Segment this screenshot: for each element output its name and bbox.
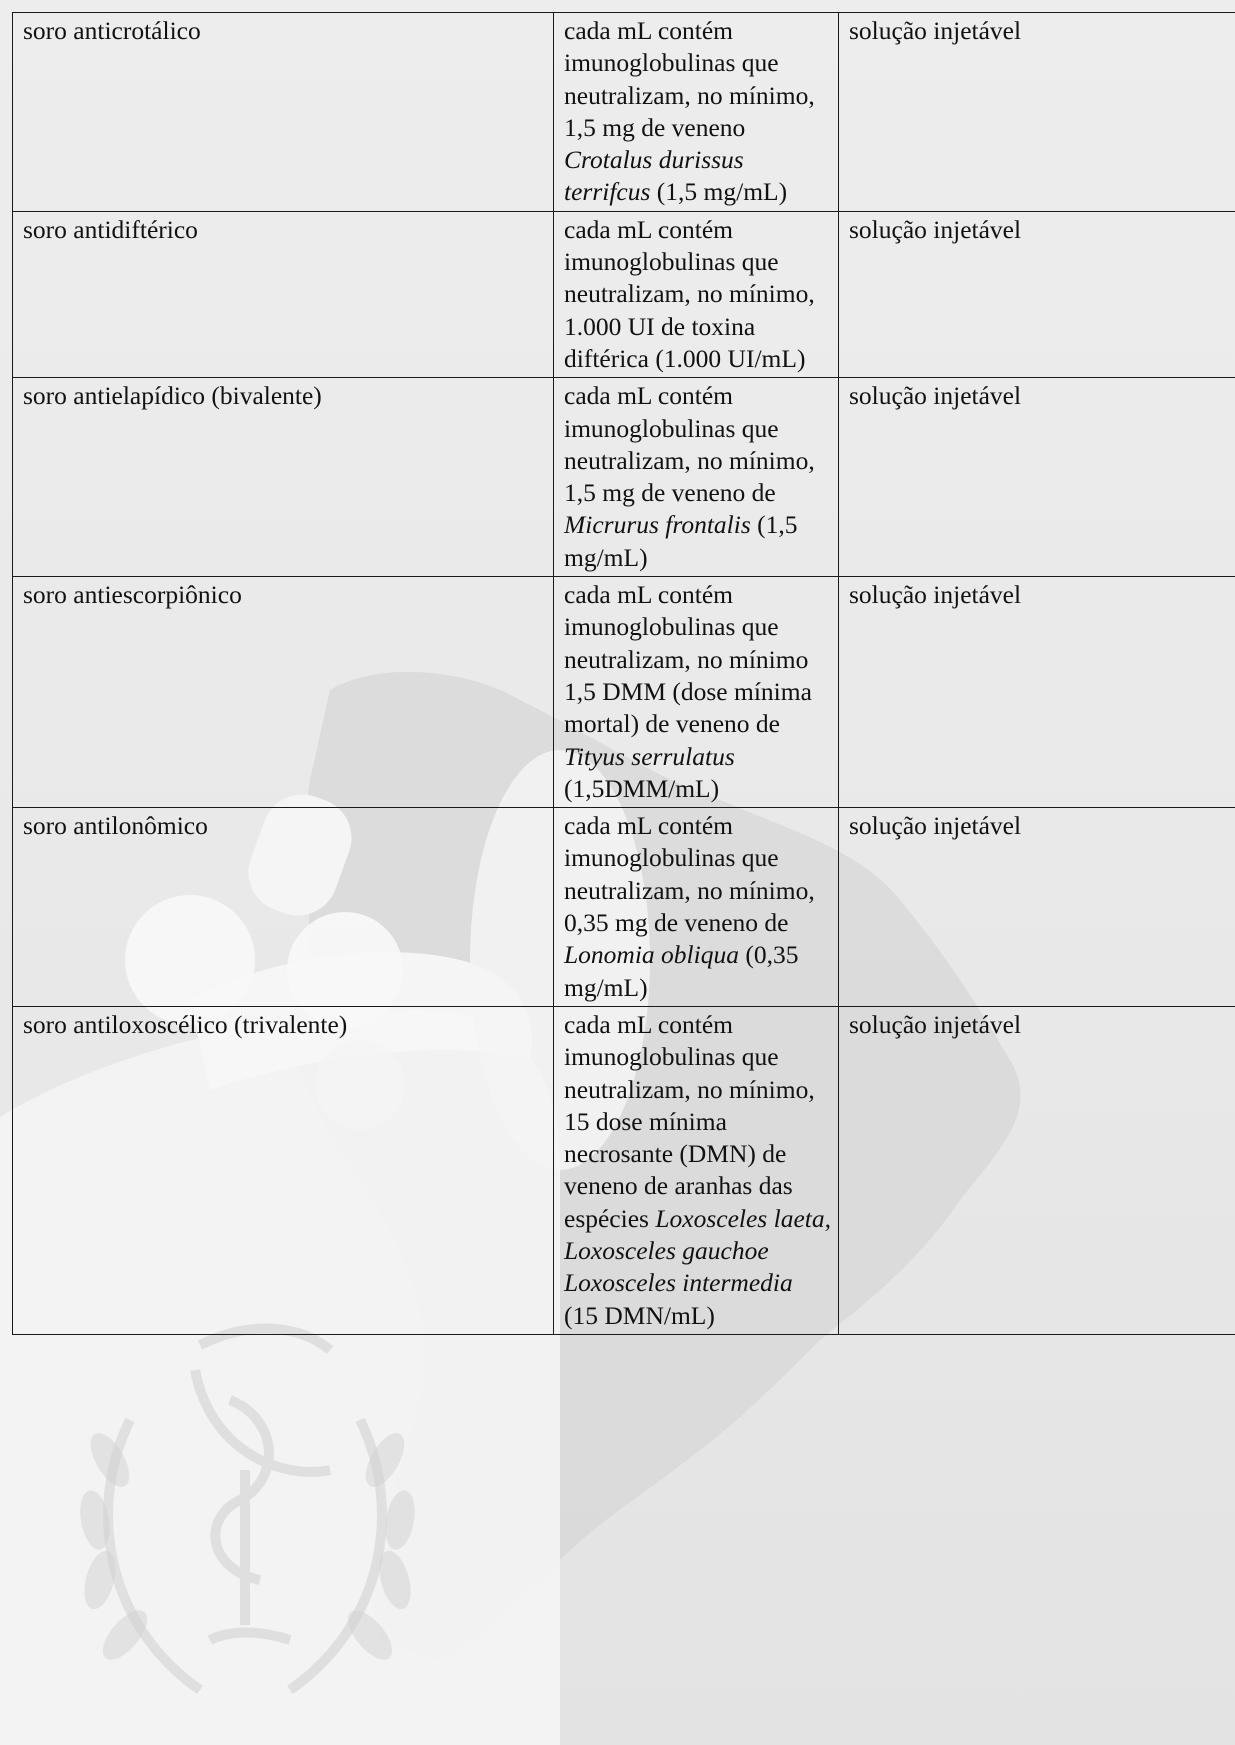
- name-cell: soro anticrotálico: [13, 13, 554, 212]
- concentration-segment: (1,5 mg/mL): [564, 510, 798, 572]
- concentration-text: [564, 810, 832, 1004]
- concentration-segment: cada mL contém imunoglobulinas que neutralizam, no mínimo, 0,35 mg de veneno de: [564, 811, 815, 938]
- table-row: [13, 577, 1235, 808]
- name-cell: soro antielapídico (bivalente): [13, 378, 554, 577]
- species-name: Lonomia obliqua: [564, 940, 739, 970]
- species-name: Tityus serrulatus: [564, 741, 735, 771]
- species-name: Micrurus frontalis: [564, 510, 751, 540]
- soro-table: [12, 12, 1235, 1335]
- form-cell: solução injetável: [839, 808, 1235, 1007]
- concentration-cell: [554, 1006, 839, 1334]
- table-row: [13, 13, 1235, 212]
- table-row: [13, 378, 1235, 577]
- concentration-cell: [554, 577, 839, 808]
- name-cell: soro antilonômico: [13, 808, 554, 1007]
- concentration-segment: cada mL contém imunoglobulinas que neutralizam, no mínimo 1,5 DMM (dose mínima mortal) de veneno de: [564, 580, 812, 739]
- table-row: [13, 211, 1235, 377]
- concentration-segment: (1,5DMM/mL): [564, 773, 720, 803]
- concentration-text: [564, 579, 832, 805]
- concentration-segment: cada mL contém imunoglobulinas que neutralizam, no mínimo, 1,5 mg de veneno de: [564, 381, 815, 508]
- concentration-segment: (0,35 mg/mL): [564, 940, 799, 1002]
- species-name: Loxosceles laeta, Loxosceles gauchoe Loxosceles intermedia: [564, 1203, 831, 1298]
- table-row: [13, 808, 1235, 1007]
- concentration-cell: [554, 211, 839, 377]
- form-cell: solução injetável: [839, 378, 1235, 577]
- concentration-segment: cada mL contém imunoglobulinas que neutralizam, no mínimo, 1.000 UI de toxina diftérica (1.000 UI/mL): [564, 214, 815, 373]
- species-name: Crotalus durissus terrifcus: [564, 145, 744, 207]
- concentration-segment: cada mL contém imunoglobulinas que neutralizam, no mínimo, 1,5 mg de veneno: [564, 16, 815, 142]
- concentration-text: [564, 1009, 832, 1332]
- concentration-cell: [554, 13, 839, 212]
- form-cell: solução injetável: [839, 1006, 1235, 1334]
- form-cell: solução injetável: [839, 577, 1235, 808]
- concentration-text: [564, 380, 832, 574]
- table-row: [13, 1006, 1235, 1334]
- concentration-segment: (15 DMN/mL): [564, 1300, 715, 1330]
- concentration-cell: [554, 378, 839, 577]
- table-body: [13, 13, 1235, 1335]
- concentration-cell: [554, 808, 839, 1007]
- concentration-text: [564, 214, 832, 375]
- name-cell: soro antidiftérico: [13, 211, 554, 377]
- concentration-text: [564, 15, 832, 209]
- form-cell: solução injetável: [839, 211, 1235, 377]
- name-cell: soro antiescorpiônico: [13, 577, 554, 808]
- concentration-segment: cada mL contém imunoglobulinas que neutralizam, no mínimo, 15 dose mínima necrosante (DMN) de veneno de aranhas das espécies: [564, 1009, 815, 1233]
- concentration-segment: (1,5 mg/mL): [650, 177, 788, 207]
- name-cell: soro antiloxoscélico (trivalente): [13, 1006, 554, 1334]
- form-cell: solução injetável: [839, 13, 1235, 212]
